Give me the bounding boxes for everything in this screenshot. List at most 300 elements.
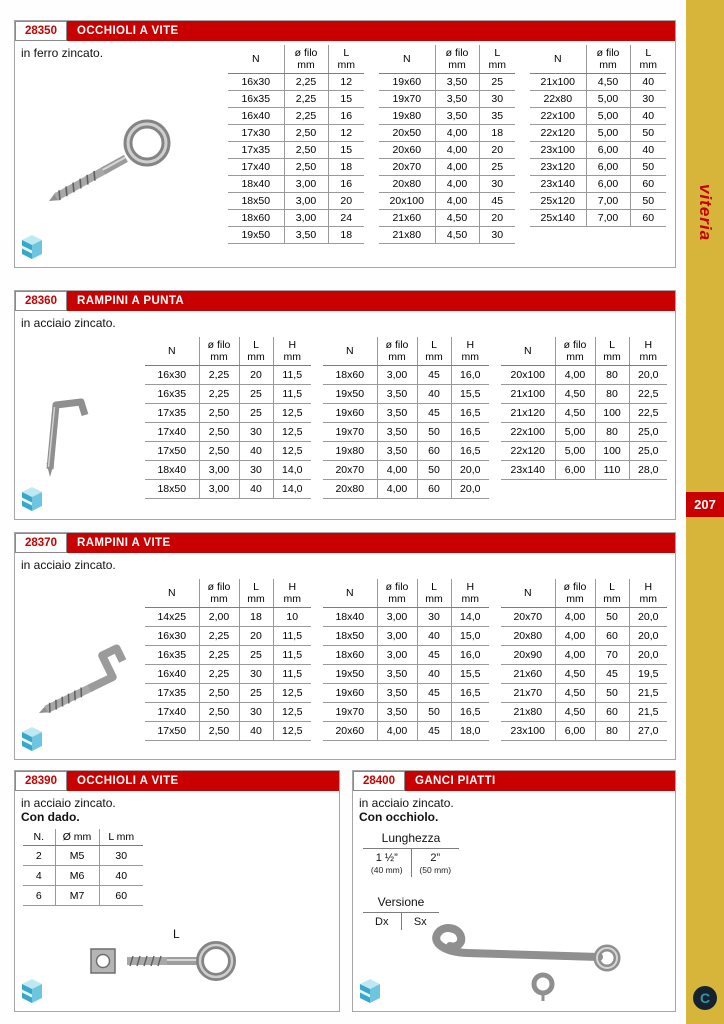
table-row — [379, 108, 515, 125]
table-cell: 23x100 — [501, 722, 555, 741]
table-cell: 15 — [328, 91, 364, 108]
table-cell: 45 — [595, 665, 629, 684]
table-cell: 45 — [417, 646, 451, 665]
table-cell: 17x40 — [228, 159, 284, 176]
table-header-row — [145, 579, 311, 608]
column-header: H mm — [273, 579, 311, 608]
table-header-row — [23, 829, 143, 846]
table-cell: 30 — [239, 461, 273, 480]
table-cell: 2,50 — [199, 404, 239, 423]
table-cell: 4,00 — [435, 159, 479, 176]
table-cell: 3,00 — [199, 480, 239, 499]
table-cell: 20,0 — [629, 646, 667, 665]
table-cell: 30 — [479, 176, 515, 193]
table-cell: 30 — [479, 91, 515, 108]
table-cell: 27,0 — [629, 722, 667, 741]
table-cell: 11,5 — [273, 385, 311, 404]
table-cell: 45 — [417, 684, 451, 703]
table-cell: 50 — [630, 125, 666, 142]
length-mm: (50 mm) — [419, 865, 452, 875]
table-cell: 25 — [239, 646, 273, 665]
table-header-row — [228, 45, 364, 74]
table-cell: 16 — [328, 176, 364, 193]
table-cell: 3,50 — [377, 665, 417, 684]
column-header: N — [530, 45, 586, 74]
table-cell: 6,00 — [586, 142, 630, 159]
product-description: in acciaio zincato. — [21, 316, 116, 330]
table-row — [501, 722, 667, 741]
table-row — [379, 142, 515, 159]
table-cell: 3,00 — [284, 210, 328, 227]
table-cell: 25x140 — [530, 210, 586, 227]
table-cell: 19x60 — [323, 404, 377, 423]
table-cell: 16,0 — [451, 366, 489, 385]
table-cell: 12 — [328, 74, 364, 91]
length-value: 1 ½” — [375, 852, 398, 864]
section-header — [15, 533, 675, 553]
table-row — [530, 142, 666, 159]
table-row — [145, 608, 311, 627]
length-option — [411, 849, 460, 877]
product-title: RAMPINI A VITE — [76, 537, 171, 549]
spec-table — [323, 337, 489, 499]
table-cell: 20x70 — [379, 159, 435, 176]
column-header: L mm — [595, 337, 629, 366]
spec-table — [145, 337, 311, 499]
table-cell: 25 — [239, 404, 273, 423]
table-cell: 30 — [99, 846, 143, 866]
table-cell: 3,00 — [377, 646, 417, 665]
table-cell: 5,00 — [586, 108, 630, 125]
table-header-row — [501, 337, 667, 366]
column-header: ø filo mm — [199, 579, 239, 608]
table-row — [323, 404, 489, 423]
table-row — [323, 608, 489, 627]
table-cell: 18,0 — [451, 722, 489, 741]
column-header: H mm — [629, 579, 667, 608]
column-header: N — [145, 337, 199, 366]
table-row — [379, 210, 515, 227]
table-cell: 4,00 — [377, 722, 417, 741]
product-section-rampini-a-vite — [14, 532, 676, 760]
table-row — [501, 627, 667, 646]
column-header: N — [228, 45, 284, 74]
product-section-ganci-piatti — [352, 770, 676, 1012]
table-row — [379, 176, 515, 193]
table-cell: 4,50 — [555, 703, 595, 722]
table-cell: 18x60 — [323, 646, 377, 665]
table-row — [323, 423, 489, 442]
product-title: OCCHIOLI A VITE — [76, 775, 179, 787]
table-cell: 25 — [479, 74, 515, 91]
table-cell: 22,5 — [629, 385, 667, 404]
table-cell: 45 — [479, 193, 515, 210]
table-row — [323, 627, 489, 646]
table-cell: 2,50 — [199, 684, 239, 703]
table-cell: 3,50 — [377, 442, 417, 461]
table-cell: 4,50 — [435, 227, 479, 244]
table-cell: 18 — [239, 608, 273, 627]
table-cell: 16x35 — [145, 646, 199, 665]
table-cell: 18x40 — [323, 608, 377, 627]
table-cell: 50 — [417, 423, 451, 442]
table-row — [145, 627, 311, 646]
table-cell: M7 — [55, 886, 99, 906]
table-cell: 12,5 — [273, 684, 311, 703]
column-header: ø filo mm — [555, 337, 595, 366]
product-code: 28350 — [15, 21, 67, 41]
table-cell: 21x80 — [379, 227, 435, 244]
table-header-row — [501, 579, 667, 608]
spec-tables — [145, 337, 667, 499]
table-cell: 2,25 — [284, 91, 328, 108]
table-cell: 40 — [239, 442, 273, 461]
product-description-bold: Con dado. — [21, 810, 80, 824]
table-row — [501, 385, 667, 404]
table-cell: 50 — [595, 684, 629, 703]
table-cell: 15,0 — [451, 627, 489, 646]
table-cell: 20,0 — [451, 480, 489, 499]
table-cell: 14,0 — [273, 480, 311, 499]
column-header: H mm — [273, 337, 311, 366]
table-cell: 20x90 — [501, 646, 555, 665]
spec-tables — [23, 829, 143, 906]
table-cell: 40 — [417, 627, 451, 646]
column-header: N — [145, 579, 199, 608]
table-cell: 2,50 — [199, 703, 239, 722]
table-cell: 18x50 — [323, 627, 377, 646]
table-cell: 3,00 — [284, 193, 328, 210]
table-cell: 20x80 — [501, 627, 555, 646]
table-cell: 50 — [417, 703, 451, 722]
table-cell: 4,50 — [555, 665, 595, 684]
table-cell: 80 — [595, 423, 629, 442]
table-cell: 15 — [328, 142, 364, 159]
table-cell: 22,5 — [629, 404, 667, 423]
table-header-row — [379, 45, 515, 74]
table-cell: 28,0 — [629, 461, 667, 480]
table-cell: 7,00 — [586, 210, 630, 227]
table-header-row — [145, 337, 311, 366]
table-row — [530, 74, 666, 91]
section-header — [15, 771, 339, 791]
table-row — [323, 703, 489, 722]
table-row — [323, 646, 489, 665]
table-cell: 4,50 — [435, 210, 479, 227]
table-cell: 50 — [630, 159, 666, 176]
table-cell: 18 — [328, 227, 364, 244]
column-header: ø filo mm — [284, 45, 328, 74]
table-cell: 4,00 — [435, 142, 479, 159]
table-cell: 2,25 — [284, 74, 328, 91]
table-cell: 14x25 — [145, 608, 199, 627]
table-cell: 4 — [23, 866, 55, 886]
table-cell: 17x50 — [145, 442, 199, 461]
table-cell: 30 — [479, 227, 515, 244]
table-row — [501, 442, 667, 461]
table-cell: 25 — [479, 159, 515, 176]
table-cell: 25,0 — [629, 423, 667, 442]
category-sidebar — [686, 0, 724, 1024]
table-cell: 100 — [595, 442, 629, 461]
table-cell: 25 — [239, 385, 273, 404]
table-cell: 5,00 — [586, 91, 630, 108]
table-cell: 70 — [595, 646, 629, 665]
spec-table — [379, 45, 515, 244]
column-header: N — [323, 579, 377, 608]
table-cell: 4,00 — [435, 193, 479, 210]
table-cell: 17x35 — [145, 404, 199, 423]
table-row — [530, 91, 666, 108]
table-row — [323, 366, 489, 385]
table-cell: 6,00 — [586, 176, 630, 193]
column-header: L mm — [328, 45, 364, 74]
table-cell: 20,0 — [451, 461, 489, 480]
table-cell: 20x70 — [323, 461, 377, 480]
table-row — [530, 108, 666, 125]
column-header: N — [501, 579, 555, 608]
table-cell: 17x30 — [228, 125, 284, 142]
table-cell: 3,50 — [377, 385, 417, 404]
table-cell: 16x30 — [145, 366, 199, 385]
table-cell: 16x40 — [145, 665, 199, 684]
table-cell: 110 — [595, 461, 629, 480]
table-cell: 2,25 — [199, 385, 239, 404]
table-cell: 4,50 — [586, 74, 630, 91]
table-cell: 18 — [328, 159, 364, 176]
table-cell: 25 — [239, 684, 273, 703]
table-cell: 25x120 — [530, 193, 586, 210]
table-cell: 45 — [417, 404, 451, 423]
length-options-block — [363, 829, 459, 877]
table-cell: 16,5 — [451, 423, 489, 442]
table-row — [501, 684, 667, 703]
table-row — [379, 227, 515, 244]
table-cell: 4,00 — [555, 646, 595, 665]
table-cell: 3,00 — [199, 461, 239, 480]
table-cell: 2,00 — [199, 608, 239, 627]
table-cell: 16x40 — [228, 108, 284, 125]
table-cell: 20,0 — [629, 366, 667, 385]
product-title: OCCHIOLI A VITE — [76, 25, 179, 37]
table-cell: 6 — [23, 886, 55, 906]
table-cell: 60 — [595, 627, 629, 646]
table-cell: 19x80 — [323, 442, 377, 461]
table-cell: 21x60 — [501, 665, 555, 684]
table-cell: 12,5 — [273, 703, 311, 722]
table-row — [379, 91, 515, 108]
version-value: Sx — [413, 916, 427, 928]
eye-bolt-with-nut-illustration — [85, 933, 265, 993]
table-cell: 3,50 — [377, 404, 417, 423]
table-cell: 15,5 — [451, 385, 489, 404]
table-row — [228, 125, 364, 142]
table-cell: 25,0 — [629, 442, 667, 461]
table-cell: 3,50 — [377, 703, 417, 722]
section-header — [353, 771, 675, 791]
table-cell: 17x35 — [228, 142, 284, 159]
table-cell: 21x60 — [379, 210, 435, 227]
table-row — [145, 366, 311, 385]
table-row — [323, 461, 489, 480]
table-cell: 14,0 — [451, 608, 489, 627]
package-box-icon — [20, 977, 44, 1005]
table-cell: 19x50 — [323, 385, 377, 404]
package-box-icon — [358, 977, 382, 1005]
table-header-row — [530, 45, 666, 74]
table-row — [530, 125, 666, 142]
table-row — [145, 423, 311, 442]
table-cell: 17x35 — [145, 684, 199, 703]
table-cell: 16,5 — [451, 442, 489, 461]
column-header: L mm — [239, 337, 273, 366]
table-cell: 18x40 — [228, 176, 284, 193]
table-cell: 4,00 — [435, 176, 479, 193]
table-row — [145, 480, 311, 499]
table-row — [323, 665, 489, 684]
table-cell: 4,50 — [555, 684, 595, 703]
table-cell: 4,50 — [555, 404, 595, 423]
column-header: H mm — [629, 337, 667, 366]
table-row — [501, 665, 667, 684]
table-cell: 4,00 — [377, 461, 417, 480]
column-header: L mm — [417, 579, 451, 608]
table-cell: 30 — [239, 423, 273, 442]
table-cell: 19x60 — [323, 684, 377, 703]
product-section-occhioli-a-vite-ferro — [14, 20, 676, 268]
length-value: 2” — [430, 852, 441, 864]
table-cell: 18x60 — [228, 210, 284, 227]
column-header: N — [501, 337, 555, 366]
table-row — [530, 159, 666, 176]
table-cell: 22x100 — [501, 423, 555, 442]
table-cell: 20 — [479, 142, 515, 159]
section-header — [15, 291, 675, 311]
table-row — [145, 665, 311, 684]
table-cell: 20x50 — [379, 125, 435, 142]
package-box-icon — [20, 485, 44, 513]
table-cell: 6,00 — [555, 722, 595, 741]
table-cell: 2,25 — [199, 646, 239, 665]
table-cell: 20x100 — [379, 193, 435, 210]
length-title: Lunghezza — [363, 829, 459, 849]
table-cell: 2,25 — [199, 627, 239, 646]
table-cell: 50 — [630, 193, 666, 210]
table-cell: 23x140 — [501, 461, 555, 480]
table-row — [501, 404, 667, 423]
table-cell: 40 — [630, 142, 666, 159]
spec-tables — [228, 45, 666, 244]
table-cell: 18x60 — [323, 366, 377, 385]
table-cell: 19x60 — [379, 74, 435, 91]
table-cell: 3,50 — [377, 423, 417, 442]
table-cell: 20x100 — [501, 366, 555, 385]
table-cell: 12,5 — [273, 722, 311, 741]
table-row — [145, 684, 311, 703]
table-cell: 2,25 — [199, 665, 239, 684]
table-cell: 3,50 — [377, 684, 417, 703]
column-header: ø filo mm — [199, 337, 239, 366]
table-cell: 17x40 — [145, 703, 199, 722]
column-header: L mm — [630, 45, 666, 74]
table-row — [145, 646, 311, 665]
spec-table — [228, 45, 364, 244]
column-header: ø filo mm — [586, 45, 630, 74]
column-header: H mm — [451, 579, 489, 608]
table-row — [501, 608, 667, 627]
table-row — [379, 193, 515, 210]
table-cell: 16 — [328, 108, 364, 125]
column-header: L mm — [239, 579, 273, 608]
table-cell: 3,00 — [377, 627, 417, 646]
table-row — [323, 684, 489, 703]
table-cell: 16x30 — [145, 627, 199, 646]
table-row — [323, 385, 489, 404]
screw-hook-illustration — [33, 629, 143, 721]
screw-eye-illustration — [41, 113, 181, 208]
table-cell: 40 — [417, 385, 451, 404]
table-cell: 16,5 — [451, 703, 489, 722]
table-cell: 14,0 — [273, 461, 311, 480]
page-number-badge: 207 — [686, 492, 724, 517]
table-cell: 22x120 — [501, 442, 555, 461]
length-options-row — [363, 849, 459, 877]
table-cell: 18x50 — [228, 193, 284, 210]
product-code: 28390 — [15, 771, 67, 791]
table-cell: 16x35 — [228, 91, 284, 108]
table-cell: 24 — [328, 210, 364, 227]
table-cell: 20,0 — [629, 608, 667, 627]
publisher-logo: C — [693, 986, 717, 1010]
table-cell: 40 — [630, 108, 666, 125]
table-cell: 3,50 — [435, 74, 479, 91]
table-cell: 23x120 — [530, 159, 586, 176]
table-cell: 4,00 — [555, 627, 595, 646]
table-cell: 5,00 — [555, 442, 595, 461]
table-cell: 60 — [99, 886, 143, 906]
table-cell: 60 — [595, 703, 629, 722]
table-row — [228, 108, 364, 125]
table-row — [228, 210, 364, 227]
table-row — [145, 703, 311, 722]
table-cell: 60 — [417, 480, 451, 499]
table-cell: 19x50 — [323, 665, 377, 684]
table-cell: 17x40 — [145, 423, 199, 442]
table-cell: 40 — [630, 74, 666, 91]
table-cell: 4,00 — [435, 125, 479, 142]
table-cell: 7,00 — [586, 193, 630, 210]
table-cell: 30 — [417, 608, 451, 627]
column-header: ø filo mm — [555, 579, 595, 608]
table-cell: 20 — [239, 366, 273, 385]
column-header: N. — [23, 829, 55, 846]
version-value: Dx — [375, 916, 389, 928]
table-cell: 20x60 — [323, 722, 377, 741]
table-cell: 2,50 — [199, 722, 239, 741]
spec-table — [530, 45, 666, 227]
table-cell: 50 — [417, 461, 451, 480]
table-row — [530, 176, 666, 193]
table-cell: 2 — [23, 846, 55, 866]
table-cell: 45 — [417, 722, 451, 741]
table-row — [145, 722, 311, 741]
table-cell: 60 — [630, 210, 666, 227]
table-cell: 11,5 — [273, 627, 311, 646]
table-cell: 19,5 — [629, 665, 667, 684]
table-cell: 60 — [630, 176, 666, 193]
table-row — [145, 442, 311, 461]
column-header: L mm — [595, 579, 629, 608]
